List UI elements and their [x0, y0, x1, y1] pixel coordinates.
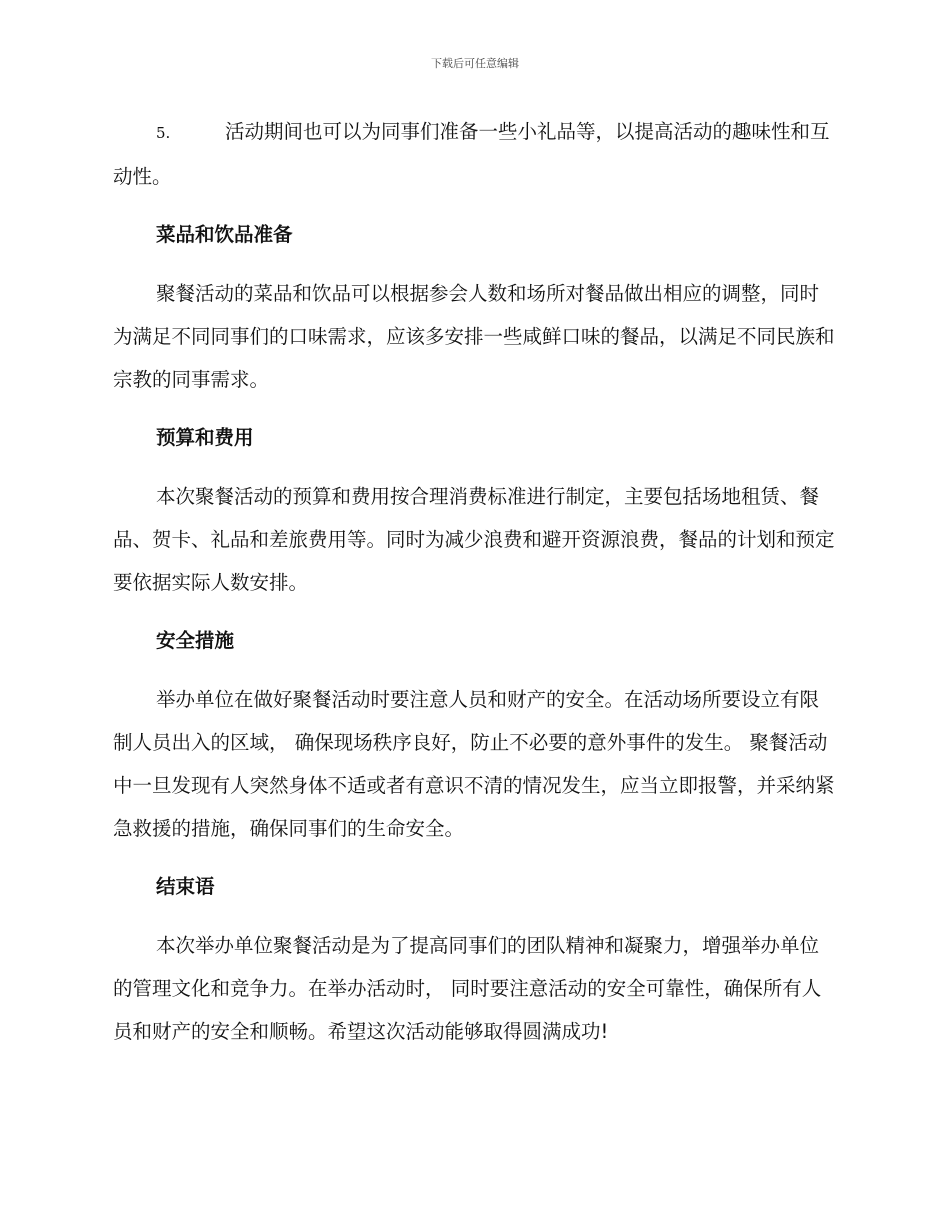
list-item-5 — [113, 110, 838, 198]
section-heading-budget: 预算和费用 — [156, 426, 254, 449]
section-heading-conclusion: 结束语 — [156, 875, 215, 898]
document-body — [113, 110, 838, 1053]
list-item-text: 活动期间也可以为同事们准备一些小礼品等，以提高活动的趣味性和互动性。 — [113, 120, 830, 188]
page-header: 下载后可任意编辑 — [431, 57, 519, 70]
section-body-budget: 本次聚餐活动的预算和费用按合理消费标准进行制定，主要包括场地租赁、餐品、贺卡、礼品和差旅费用等。同时为减少浪费和避开资源浪费，餐品的计划和预定要依据实际人数安排。 — [113, 485, 835, 594]
section-body-safety: 举办单位在做好聚餐活动时要注意人员和财产的安全。在活动场所要设立有限制人员出入的区域， 确保现场秩序良好，防止不必要的意外事件的发生。 聚餐活动中一旦发现有人突然身体不适或者有意识不清的情况发生，应当立即报警，并采纳紧急救援的措施，确保同事们的生命安全。 — [113, 688, 835, 840]
section-heading-safety: 安全措施 — [156, 629, 235, 652]
section-body-dishes: 聚餐活动的菜品和饮品可以根据参会人数和场所对餐品做出相应的调整，同时为满足不同同事们的口味需求，应该多安排一些咸鲜口味的餐品，以满足不同民族和宗教的同事需求。 — [113, 282, 835, 391]
section-body-conclusion: 本次举办单位聚餐活动是为了提高同事们的团队精神和凝聚力，增强举办单位的管理文化和竞争力。在举办活动时， 同时要注意活动的安全可靠性，确保所有人员和财产的安全和顺畅。希望这次活动能够取得圆满成功! — [113, 934, 822, 1043]
section-heading-dishes: 菜品和饮品准备 — [156, 223, 293, 246]
list-item-number: 5. — [156, 124, 171, 142]
